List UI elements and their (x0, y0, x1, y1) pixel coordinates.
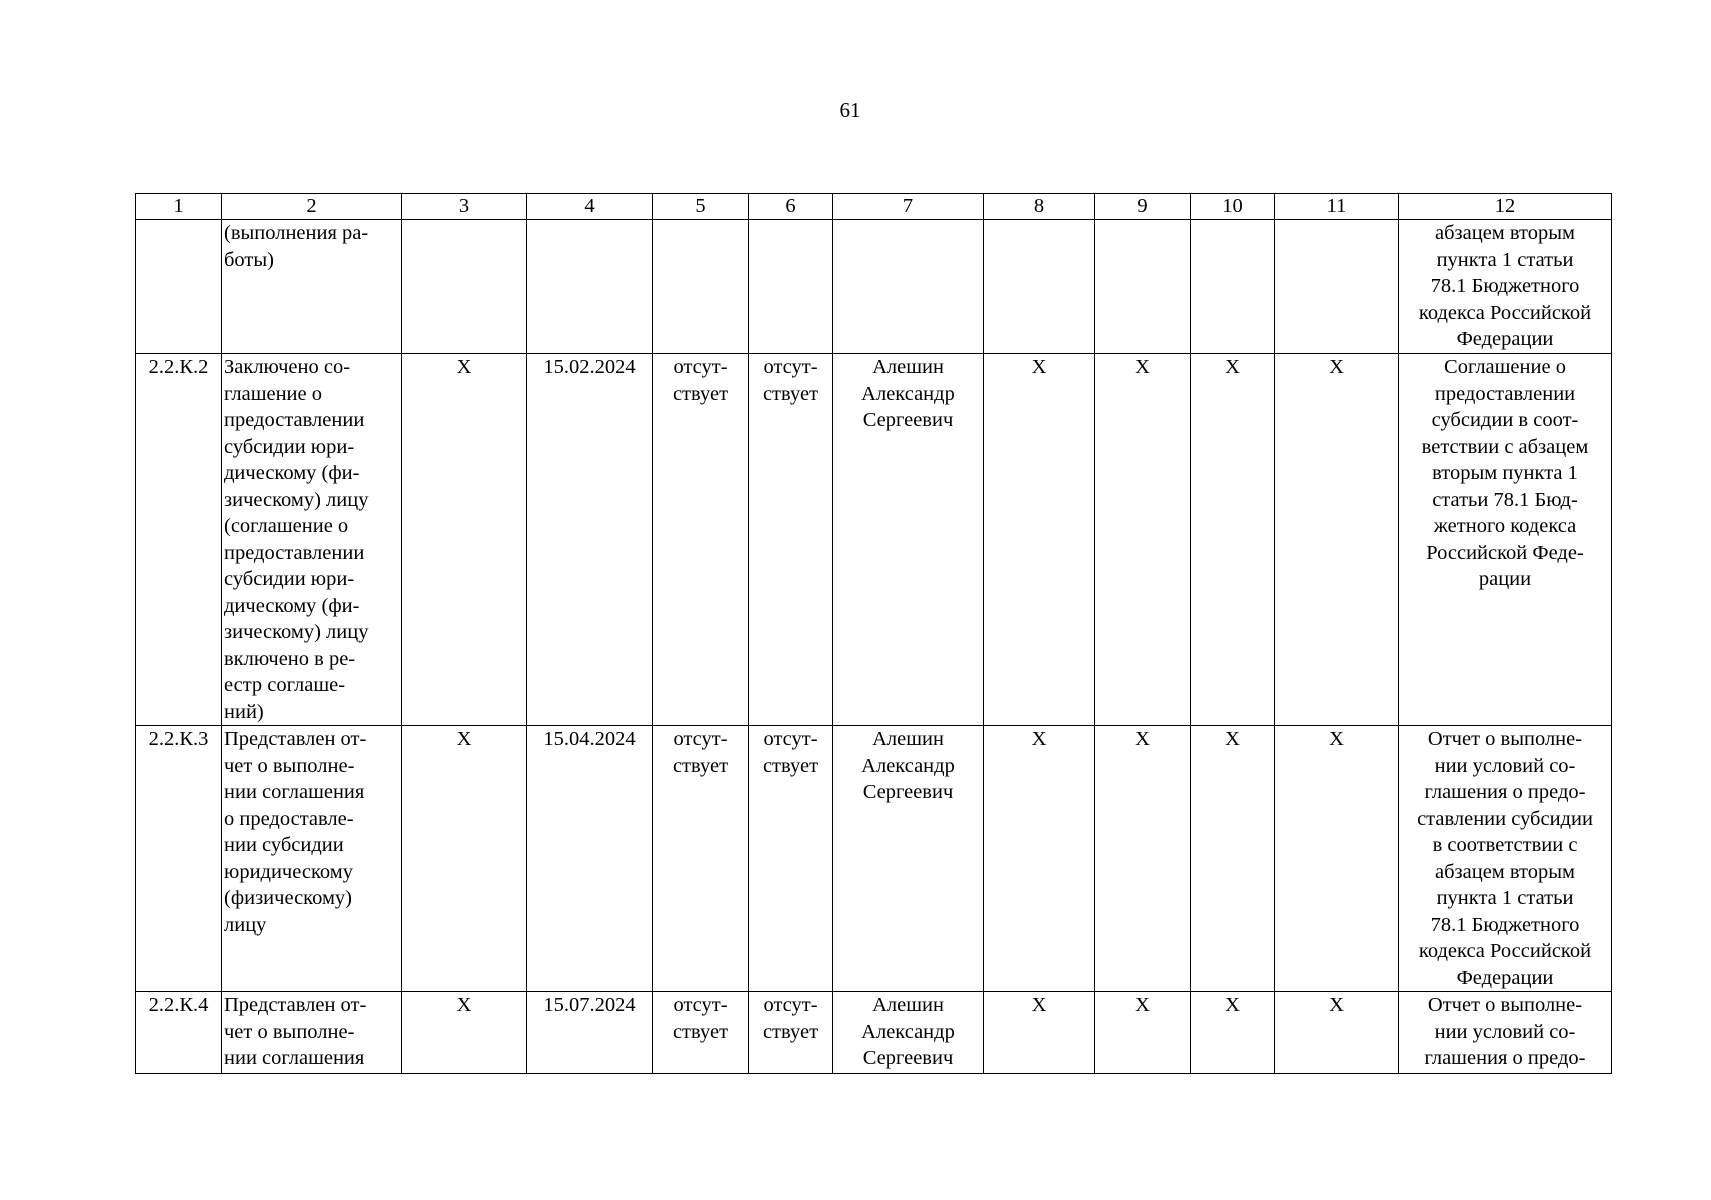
row-description: Представлен от- чет о выполне- нии соглашения о предоставле- нии субсидии юридическому (физическому) лицу (222, 726, 402, 992)
table-row (136, 220, 1612, 354)
table-row (136, 726, 1612, 992)
row-document: Соглашение о предоставлении субсидии в соот- ветствии с абзацем вторым пункта 1 статьи 78.1 Бюд- жетного кодекса Российской Феде- рации (1399, 354, 1612, 726)
row-code: 2.2.К.4 (136, 992, 222, 1074)
row-document: абзацем вторым пункта 1 статьи 78.1 Бюджетного кодекса Российской Федерации (1399, 220, 1612, 354)
row-code: 2.2.К.3 (136, 726, 222, 992)
header-row (136, 194, 1612, 220)
row-col10: X (1191, 354, 1275, 726)
column-header: 4 (527, 194, 653, 220)
row-col6: отсут- ствует (749, 354, 833, 726)
plan-table (135, 193, 1612, 1074)
row-col5: отсут- ствует (653, 726, 749, 992)
row-col8: X (984, 726, 1095, 992)
row-responsible (833, 220, 984, 354)
column-header: 7 (833, 194, 984, 220)
row-col5: отсут- ствует (653, 992, 749, 1074)
row-col6: отсут- ствует (749, 992, 833, 1074)
column-header: 5 (653, 194, 749, 220)
column-header: 12 (1399, 194, 1612, 220)
row-col3: X (402, 354, 527, 726)
row-responsible: Алешин Александр Сергеевич (833, 354, 984, 726)
row-col9 (1095, 220, 1191, 354)
row-col10: X (1191, 992, 1275, 1074)
table-row (136, 992, 1612, 1074)
column-header: 1 (136, 194, 222, 220)
row-col5 (653, 220, 749, 354)
row-date: 15.04.2024 (527, 726, 653, 992)
row-date: 15.07.2024 (527, 992, 653, 1074)
row-document: Отчет о выполне- нии условий со- глашения о предо- ставлении субсидии в соответствии с абзацем вторым пункта 1 статьи 78.1 Бюджетного кодекса Российской Федерации (1399, 726, 1612, 992)
row-date: 15.02.2024 (527, 354, 653, 726)
page-number: 61 (839, 98, 861, 122)
row-code: 2.2.К.2 (136, 354, 222, 726)
row-description: Заключено со- глашение о предоставлении субсидии юри- дическому (фи- зическому) лицу (соглашение о предоставлении субсидии юри- дическому (фи- зическому) лицу включено в ре- естр соглаше- ний) (222, 354, 402, 726)
row-col8: X (984, 354, 1095, 726)
row-col3: X (402, 726, 527, 992)
column-header: 10 (1191, 194, 1275, 220)
row-col3 (402, 220, 527, 354)
row-col11: X (1275, 726, 1399, 992)
row-responsible: Алешин Александр Сергеевич (833, 992, 984, 1074)
row-col6 (749, 220, 833, 354)
column-header: 3 (402, 194, 527, 220)
row-col8: X (984, 992, 1095, 1074)
row-col9: X (1095, 992, 1191, 1074)
row-col10: X (1191, 726, 1275, 992)
column-header: 11 (1275, 194, 1399, 220)
column-header: 2 (222, 194, 402, 220)
column-header: 9 (1095, 194, 1191, 220)
row-responsible: Алешин Александр Сергеевич (833, 726, 984, 992)
row-code (136, 220, 222, 354)
row-col10 (1191, 220, 1275, 354)
column-header: 6 (749, 194, 833, 220)
row-description: (выполнения ра- боты) (222, 220, 402, 354)
row-description: Представлен от- чет о выполне- нии соглашения (222, 992, 402, 1074)
row-col8 (984, 220, 1095, 354)
table-row (136, 354, 1612, 726)
row-col6: отсут- ствует (749, 726, 833, 992)
row-col5: отсут- ствует (653, 354, 749, 726)
row-col11 (1275, 220, 1399, 354)
row-col3: X (402, 992, 527, 1074)
row-col11: X (1275, 992, 1399, 1074)
column-header: 8 (984, 194, 1095, 220)
row-col9: X (1095, 726, 1191, 992)
table-header (136, 194, 1612, 220)
row-col11: X (1275, 354, 1399, 726)
row-document: Отчет о выполне- нии условий со- глашения о предо- (1399, 992, 1612, 1074)
row-date (527, 220, 653, 354)
row-col9: X (1095, 354, 1191, 726)
